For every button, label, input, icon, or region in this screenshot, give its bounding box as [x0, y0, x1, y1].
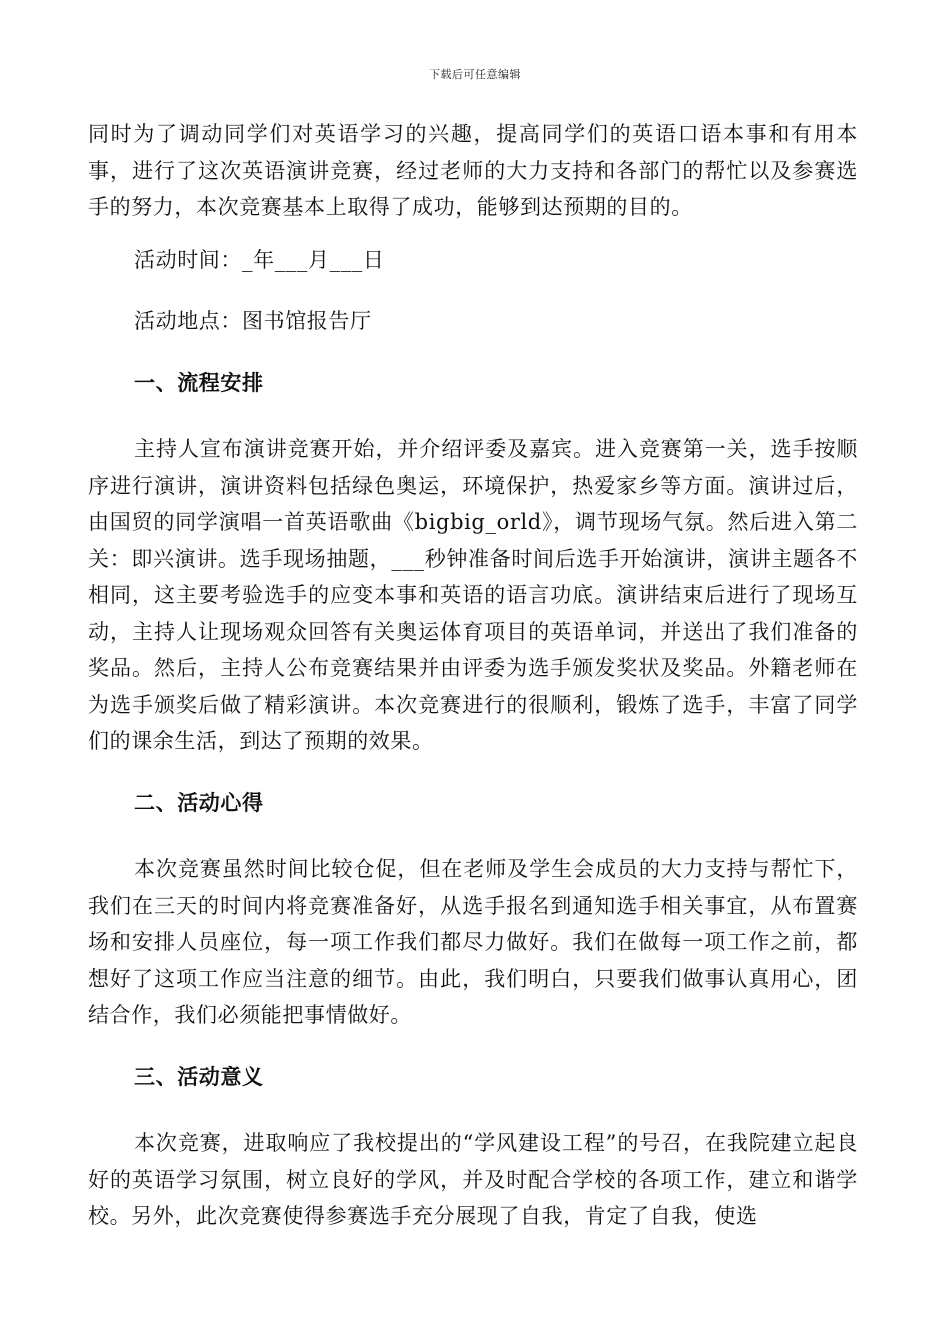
activity-place-line: 活动地点：图书馆报告厅 — [134, 309, 372, 333]
section-2-heading: 二、活动心得 — [134, 789, 264, 815]
section-3-paragraph: 本次竞赛，进取响应了我校提出的“学风建设工程”的号召，在我院建立起良好的英语学习氛围，树立良好的学风，并及时配合学校的各项工作，建立和谐学校。另外，此次竞赛使得参赛选手充分展现了自我，肯定了自我，使选 — [88, 1131, 858, 1228]
document-body — [88, 116, 858, 1235]
section-2-paragraph: 本次竞赛虽然时间比较仓促，但在老师及学生会成员的大力支持与帮忙下，我们在三天的时间内将竞赛准备好，从选手报名到通知选手相关事宜，从布置赛场和安排人员座位，每一项工作我们都尽力做好。我们在做每一项工作之前，都想好了这项工作应当注意的细节。由此，我们明白，只要我们做事认真用心，团结合作，我们必须能把事情做好。 — [88, 857, 858, 1027]
section-1-paragraph: 主持人宣布演讲竞赛开始，并介绍评委及嘉宾。进入竞赛第一关，选手按顺序进行演讲，演讲资料包括绿色奥运，环境保护，热爱家乡等方面。演讲过后，由国贸的同学演唱一首英语歌曲《bigbig_orld》，调节现场气氛。然后进入第二关：即兴演讲。选手现场抽题，___秒钟准备时间后选手开始演讲，演讲主题各不相同，这主要考验选手的应变本事和英语的语言功底。演讲结束后进行了现场互动，主持人让现场观众回答有关奥运体育项目的英语单词，并送出了我们准备的奖品。然后，主持人公布竞赛结果并由评委为选手颁发奖状及奖品。外籍老师在为选手颁奖后做了精彩演讲。本次竞赛进行的很顺利，锻炼了选手，丰富了同学们的课余生活，到达了预期的效果。 — [88, 437, 858, 753]
intro-paragraph: 同时为了调动同学们对英语学习的兴趣，提高同学们的英语口语本事和有用本事，进行了这次英语演讲竞赛，经过老师的大力支持和各部门的帮忙以及参赛选手的努力，本次竞赛基本上取得了成功，能够到达预期的目的。 — [88, 122, 858, 219]
page-header: 下载后可任意编辑 — [429, 68, 521, 81]
section-1-heading: 一、流程安排 — [134, 369, 264, 395]
section-3-heading: 三、活动意义 — [134, 1063, 264, 1089]
activity-time-line: 活动时间：_年___月___日 — [134, 247, 385, 272]
